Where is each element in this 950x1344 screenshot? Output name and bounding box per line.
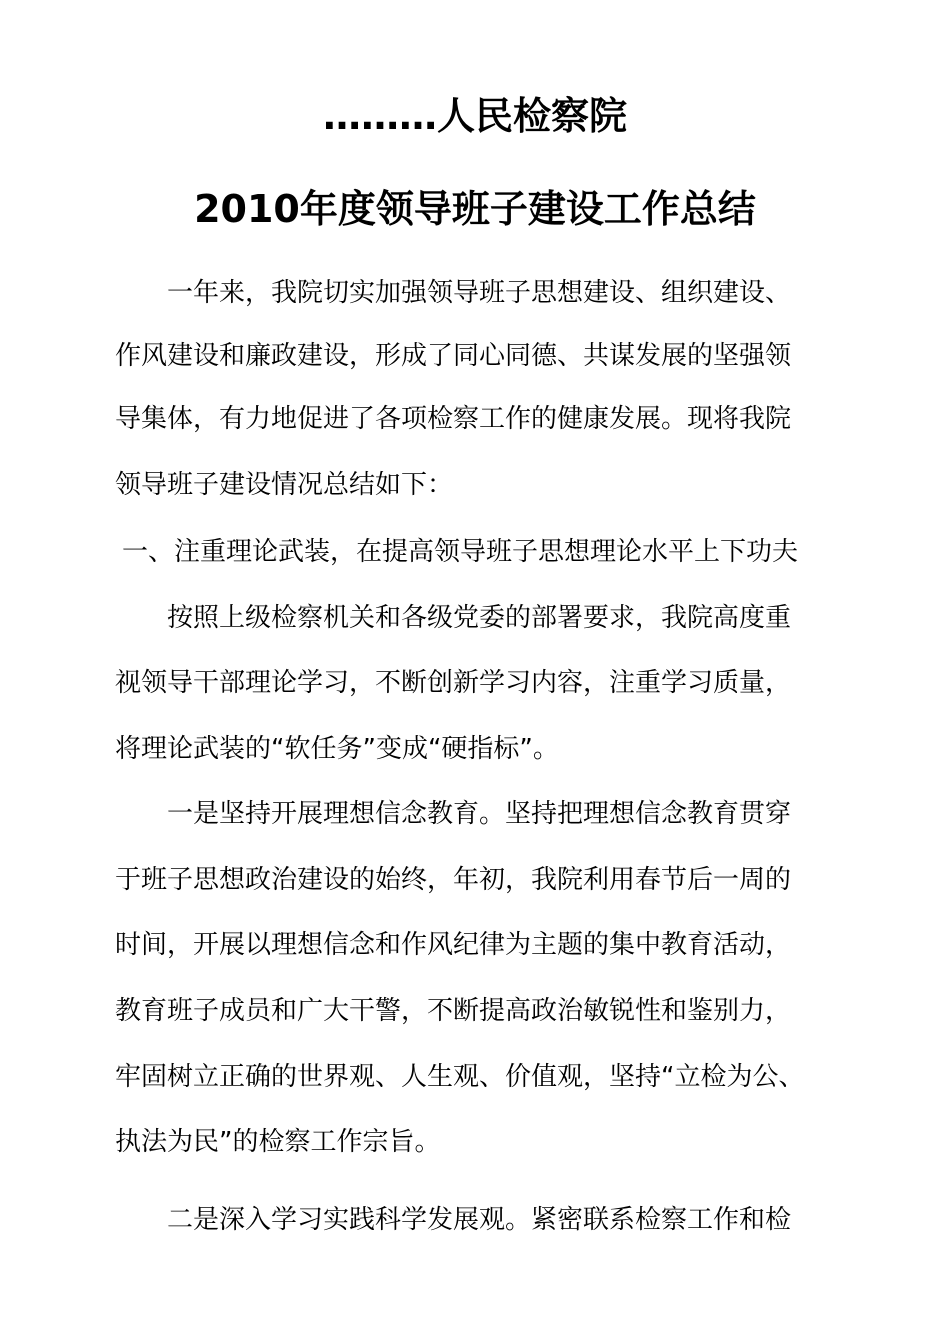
- body-line: 于班子思想政治建设的始终，年初，我院利用春节后一周的: [115, 865, 792, 895]
- body-line: 一是坚持开展理想信念教育。坚持把理想信念教育贯穿: [167, 799, 792, 829]
- body-line: 导集体，有力地促进了各项检察工作的健康发展。现将我院: [115, 404, 792, 434]
- body-line: 教育班子成员和广大干警，不断提高政治敏锐性和鉴别力，: [115, 996, 792, 1026]
- body-line: 领导班子建设情况总结如下：: [115, 470, 454, 500]
- body-line: 按照上级检察机关和各级党委的部署要求，我院高度重: [167, 603, 792, 633]
- document-title-report: 2010年度领导班子建设工作总结: [194, 187, 756, 231]
- document-title-institution: ………人民检察院: [322, 94, 627, 138]
- body-line: 作风建设和廉政建设，形成了同心同德、共谋发展的坚强领: [115, 341, 792, 371]
- body-line: 一年来，我院切实加强领导班子思想建设、组织建设、: [167, 278, 792, 308]
- body-line: 视领导干部理论学习，不断创新学习内容，注重学习质量，: [115, 668, 792, 698]
- body-line: 时间，开展以理想信念和作风纪律为主题的集中教育活动，: [115, 930, 792, 960]
- body-line: 将理论武装的“软任务”变成“硬指标”。: [115, 734, 559, 764]
- section-heading: 一、注重理论武装，在提高领导班子思想理论水平上下功夫: [122, 537, 799, 567]
- body-line: 执法为民”的检察工作宗旨。: [115, 1127, 441, 1157]
- body-line: 二是深入学习实践科学发展观。紧密联系检察工作和检: [167, 1205, 792, 1235]
- body-line: 牢固树立正确的世界观、人生观、价值观，坚持“立检为公、: [115, 1062, 805, 1092]
